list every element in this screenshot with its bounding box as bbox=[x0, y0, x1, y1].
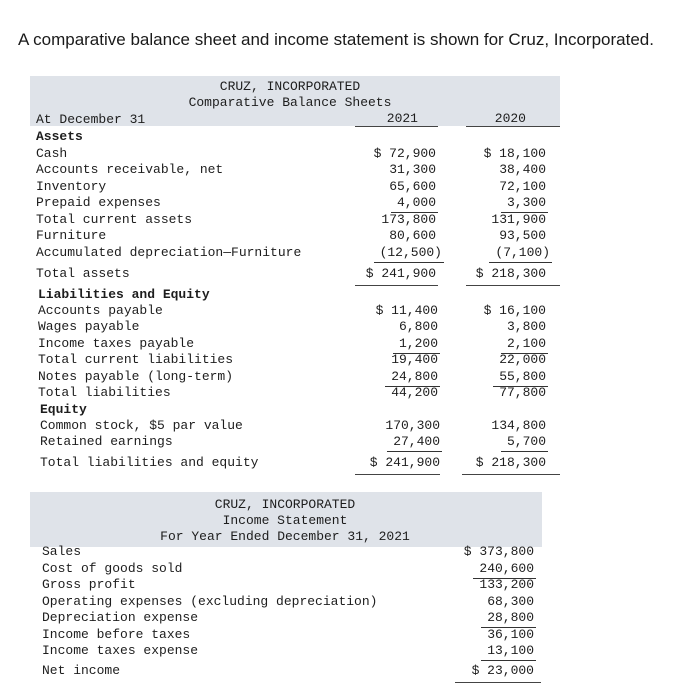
row-label: Total current liabilities bbox=[38, 352, 234, 367]
table-row bbox=[42, 610, 534, 626]
value-2020: 3,300 bbox=[506, 195, 546, 210]
table-row bbox=[38, 369, 546, 385]
row-label: Net income bbox=[42, 663, 121, 678]
table-row bbox=[38, 352, 546, 368]
row-label: Total liabilities bbox=[38, 385, 171, 400]
is-title: Income Statement bbox=[222, 513, 348, 528]
table-row bbox=[42, 643, 534, 659]
table-row bbox=[36, 245, 550, 261]
table-row bbox=[38, 385, 546, 401]
table-row bbox=[38, 303, 546, 319]
bs-col-2020: 2020 bbox=[494, 111, 526, 126]
row-label: Total assets bbox=[36, 266, 130, 281]
row-label: Total current assets bbox=[36, 212, 193, 227]
table-row bbox=[36, 228, 546, 244]
intro-text: A comparative balance sheet and income statement is shown for Cruz, Incorporated. bbox=[18, 30, 654, 49]
value-2021: 19,400 bbox=[391, 352, 438, 367]
row-label: Income before taxes bbox=[42, 627, 191, 642]
value-2020: $ 16,100 bbox=[483, 303, 546, 318]
table-row bbox=[36, 146, 546, 162]
value-2020: 2,100 bbox=[506, 336, 546, 351]
row-label: Cash bbox=[36, 146, 68, 161]
table-row bbox=[42, 544, 534, 560]
row-value: 36,100 bbox=[487, 627, 534, 642]
table-row bbox=[38, 319, 546, 335]
value-2021: 4,000 bbox=[396, 195, 436, 210]
row-label: Sales bbox=[42, 544, 82, 559]
table-row bbox=[36, 179, 546, 195]
bs-col-2021-rule bbox=[355, 126, 438, 127]
row-value: 133,200 bbox=[479, 577, 534, 592]
total-assets-rule-2021 bbox=[355, 285, 438, 286]
value-2020: 38,400 bbox=[499, 162, 546, 177]
table-row bbox=[36, 266, 546, 282]
value-2021: 65,600 bbox=[389, 179, 436, 194]
liabilities-equity-heading: Liabilities and Equity bbox=[38, 287, 210, 302]
row-label: Notes payable (long-term) bbox=[38, 369, 234, 384]
value-2020: 55,800 bbox=[499, 369, 546, 384]
row-label: Income taxes expense bbox=[42, 643, 199, 658]
row-label: Prepaid expenses bbox=[36, 195, 161, 210]
row-label: Furniture bbox=[36, 228, 107, 243]
row-label: Common stock, $5 par value bbox=[40, 418, 243, 433]
value-2021: 27,400 bbox=[393, 434, 440, 449]
row-label: Wages payable bbox=[38, 319, 140, 334]
value-2020: 3,800 bbox=[506, 319, 546, 334]
table-row bbox=[38, 336, 546, 352]
value-2020: $ 18,100 bbox=[483, 146, 546, 161]
is-period: For Year Ended December 31, 2021 bbox=[160, 529, 410, 544]
table-row bbox=[36, 212, 546, 228]
value-2021: 44,200 bbox=[391, 385, 438, 400]
table-row bbox=[42, 577, 534, 593]
value-2021: (12,500) bbox=[379, 245, 442, 260]
value-2020: 77,800 bbox=[499, 385, 546, 400]
value-2021: 6,800 bbox=[398, 319, 438, 334]
bs-company: CRUZ, INCORPORATED bbox=[219, 79, 361, 94]
row-value: 13,100 bbox=[487, 643, 534, 658]
value-2020: 134,800 bbox=[491, 418, 546, 433]
row-value: $ 23,000 bbox=[471, 663, 534, 678]
value-2021: $ 11,400 bbox=[375, 303, 438, 318]
is-company: CRUZ, INCORPORATED bbox=[214, 497, 356, 512]
table-row bbox=[36, 162, 546, 178]
table-row bbox=[42, 561, 534, 577]
table-row bbox=[42, 663, 534, 679]
value-2021: 1,200 bbox=[398, 336, 438, 351]
row-value: 28,800 bbox=[487, 610, 534, 625]
value-2021: 170,300 bbox=[385, 418, 440, 433]
bs-date-label: At December 31 bbox=[36, 112, 146, 127]
row-label: Depreciation expense bbox=[42, 610, 199, 625]
table-row bbox=[40, 434, 546, 450]
row-label: Accounts payable bbox=[38, 303, 163, 318]
value-2020: (7,100) bbox=[495, 245, 550, 260]
value-2021: 173,800 bbox=[381, 212, 436, 227]
value-2020: $ 218,300 bbox=[475, 455, 546, 470]
row-label: Total liabilities and equity bbox=[40, 455, 259, 470]
table-row bbox=[36, 195, 546, 211]
row-value: 68,300 bbox=[487, 594, 534, 609]
table-row bbox=[40, 455, 546, 471]
value-2021: 24,800 bbox=[391, 369, 438, 384]
row-label: Retained earnings bbox=[40, 434, 173, 449]
value-2021: 80,600 bbox=[389, 228, 436, 243]
row-label: Accounts receivable, net bbox=[36, 162, 224, 177]
value-2021: $ 72,900 bbox=[373, 146, 436, 161]
value-2020: 131,900 bbox=[491, 212, 546, 227]
value-2020: 5,700 bbox=[506, 434, 546, 449]
total-assets-rule-2020 bbox=[466, 285, 560, 286]
value-2020: $ 218,300 bbox=[475, 266, 546, 281]
row-value: 240,600 bbox=[479, 561, 534, 576]
total-le-rule-2020 bbox=[462, 474, 560, 475]
table-row bbox=[42, 594, 534, 610]
row-label: Inventory bbox=[36, 179, 107, 194]
value-2021: $ 241,900 bbox=[369, 455, 440, 470]
value-2020: 72,100 bbox=[499, 179, 546, 194]
table-row bbox=[42, 627, 534, 643]
table-row bbox=[40, 418, 546, 434]
total-le-rule-2021 bbox=[355, 474, 440, 475]
value-2020: 93,500 bbox=[499, 228, 546, 243]
row-value: $ 373,800 bbox=[463, 544, 534, 559]
bs-title: Comparative Balance Sheets bbox=[188, 95, 392, 110]
value-2021: 31,300 bbox=[389, 162, 436, 177]
bs-col-2020-rule bbox=[466, 126, 560, 127]
assets-heading: Assets bbox=[36, 129, 83, 144]
value-2021: $ 241,900 bbox=[365, 266, 436, 281]
row-label: Operating expenses (excluding depreciation) bbox=[42, 594, 378, 609]
row-label: Accumulated depreciation—Furniture bbox=[36, 245, 302, 260]
row-label: Income taxes payable bbox=[38, 336, 195, 351]
row-label: Gross profit bbox=[42, 577, 136, 592]
net-income-rule bbox=[455, 682, 541, 683]
value-2020: 22,000 bbox=[499, 352, 546, 367]
equity-heading: Equity bbox=[40, 402, 87, 417]
row-label: Cost of goods sold bbox=[42, 561, 183, 576]
bs-col-2021: 2021 bbox=[386, 111, 418, 126]
